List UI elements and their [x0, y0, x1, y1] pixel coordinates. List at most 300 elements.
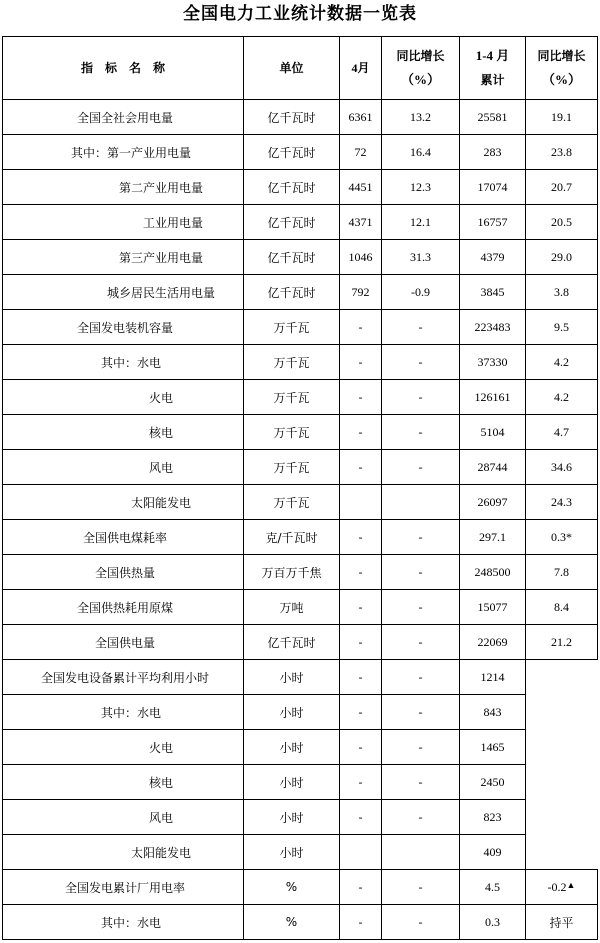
month-yoy-text: - — [418, 459, 423, 474]
indicator-name-text: 太阳能发电 — [130, 845, 191, 860]
cumulative-value-cell — [460, 485, 526, 520]
cumulative-value-text: 37330 — [477, 354, 508, 369]
cumulative-value-text: 0.3 — [485, 914, 500, 929]
month-value-text: 72 — [354, 144, 367, 159]
indicator-name-cell — [3, 520, 244, 555]
month-value-text: - — [358, 704, 363, 719]
unit-text: 万千瓦 — [273, 495, 310, 510]
cumulative-value-cell — [460, 765, 526, 800]
indicator-name-text: 火电 — [148, 740, 173, 755]
cumulative-value-text: 15077 — [477, 599, 508, 614]
unit-text: 万千瓦 — [273, 460, 310, 475]
month-yoy-text: - — [418, 774, 423, 789]
unit-cell — [244, 345, 340, 380]
cumulative-yoy-cell — [526, 590, 598, 625]
cumulative-value-text: 22069 — [477, 634, 508, 649]
indicator-name-cell — [3, 415, 244, 450]
cumulative-value-cell — [460, 415, 526, 450]
cumulative-yoy-text: 8.4 — [554, 599, 569, 614]
table-row — [3, 905, 598, 940]
indicator-name-text: 其中：水电 — [100, 705, 161, 720]
month-value-cell — [340, 835, 382, 870]
unit-text: 万千瓦 — [273, 390, 310, 405]
month-yoy-text: - — [418, 319, 423, 334]
cumulative-value-text: 25581 — [477, 109, 508, 124]
month-value-text: - — [358, 424, 363, 439]
cumulative-yoy-cell — [526, 380, 598, 415]
unit-cell — [244, 660, 340, 695]
cumulative-value-cell — [460, 310, 526, 345]
month-yoy-cell — [382, 870, 460, 905]
cumulative-value-cell — [460, 870, 526, 905]
unit-text: 克/千瓦时 — [265, 530, 318, 545]
indicator-name-text: 其中：第一产业用电量 — [70, 145, 191, 160]
month-value-text: - — [358, 634, 363, 649]
month-yoy-text: - — [418, 879, 423, 894]
indicator-name-cell — [3, 205, 244, 240]
month-yoy-cell — [382, 800, 460, 835]
unit-cell — [244, 275, 340, 310]
unit-text: 小时 — [279, 775, 304, 790]
table-row — [3, 590, 598, 625]
cumulative-value-text: 26097 — [477, 494, 508, 509]
unit-cell — [244, 485, 340, 520]
cumulative-value-cell — [460, 135, 526, 170]
indicator-name-cell — [3, 625, 244, 660]
cumulative-value-cell — [460, 520, 526, 555]
cumulative-yoy-text: 持平 — [549, 915, 574, 930]
month-yoy-cell — [382, 345, 460, 380]
month-yoy-text: 12.3 — [410, 179, 431, 194]
cumulative-yoy-cell — [526, 625, 598, 660]
header-month: 4月 — [340, 37, 382, 100]
month-value-cell — [340, 520, 382, 555]
cumulative-value-text: 5104 — [480, 424, 505, 439]
cumulative-yoy-cell — [526, 485, 598, 520]
indicator-name-text: 全国供电量 — [94, 635, 155, 650]
cumulative-yoy-text: 3.8 — [554, 284, 569, 299]
cumulative-value-cell — [460, 170, 526, 205]
unit-cell — [244, 590, 340, 625]
header-month-yoy-unit: （%） — [400, 72, 440, 87]
unit-text: 亿千瓦时 — [267, 215, 316, 230]
month-yoy-text: 12.1 — [410, 214, 431, 229]
month-value-cell — [340, 800, 382, 835]
indicator-name-text: 全国发电装机容量 — [76, 320, 173, 335]
header-cumulative-yoy-unit: （%） — [541, 72, 581, 87]
month-value-cell — [340, 170, 382, 205]
month-value-text: - — [358, 774, 363, 789]
indicator-name-cell — [3, 590, 244, 625]
unit-text: 小时 — [279, 810, 304, 825]
unit-cell — [244, 765, 340, 800]
table-row — [3, 380, 598, 415]
table-row — [3, 170, 598, 205]
header-indicator-name: 指 标 名 称 — [3, 37, 244, 100]
unit-cell — [244, 905, 340, 940]
cumulative-value-cell — [460, 730, 526, 765]
header-month-yoy — [382, 37, 460, 100]
header-cumulative-yoy — [526, 37, 598, 100]
month-yoy-cell — [382, 730, 460, 765]
cumulative-yoy-text: 0.3* — [551, 529, 572, 544]
month-value-text: - — [358, 914, 363, 929]
cumulative-yoy-cell — [526, 415, 598, 450]
month-yoy-cell — [382, 835, 460, 870]
unit-text: 亿千瓦时 — [267, 180, 316, 195]
indicator-name-text: 其中：水电 — [100, 915, 161, 930]
month-yoy-text: - — [418, 809, 423, 824]
cumulative-value-text: 823 — [483, 809, 502, 824]
month-value-text: - — [358, 879, 363, 894]
table-header — [3, 37, 598, 100]
cumulative-yoy-cell — [526, 520, 598, 555]
unit-text: % — [285, 880, 298, 894]
cumulative-yoy-text: -0.2 — [547, 879, 567, 894]
unit-cell — [244, 835, 340, 870]
month-yoy-cell — [382, 170, 460, 205]
month-value-cell — [340, 100, 382, 135]
table-row — [3, 730, 598, 765]
cumulative-yoy-cell — [526, 135, 598, 170]
unit-text: 小时 — [279, 740, 304, 755]
unit-text: 亿千瓦时 — [267, 145, 316, 160]
unit-text: 亿千瓦时 — [267, 635, 316, 650]
unit-text: 亿千瓦时 — [267, 285, 316, 300]
indicator-name-text: 城乡居民生活用电量 — [106, 285, 215, 300]
indicator-name-cell — [3, 170, 244, 205]
indicator-name-text: 全国供热量 — [94, 565, 155, 580]
table-row — [3, 660, 598, 695]
unit-cell — [244, 415, 340, 450]
month-value-cell — [340, 275, 382, 310]
month-yoy-cell — [382, 625, 460, 660]
month-value-cell — [340, 205, 382, 240]
month-value-cell — [340, 730, 382, 765]
table-row — [3, 835, 598, 870]
cumulative-value-text: 16757 — [477, 214, 508, 229]
unit-cell — [244, 240, 340, 275]
cumulative-value-text: 17074 — [477, 179, 508, 194]
month-value-text: - — [358, 319, 363, 334]
indicator-name-cell — [3, 765, 244, 800]
indicator-name-cell — [3, 380, 244, 415]
cumulative-yoy-text: 4.7 — [554, 424, 569, 439]
unit-cell — [244, 870, 340, 905]
month-value-cell — [340, 870, 382, 905]
month-value-cell — [340, 380, 382, 415]
month-yoy-text: 13.2 — [410, 109, 431, 124]
table-row — [3, 275, 598, 310]
month-yoy-text: -0.9 — [411, 284, 430, 299]
month-value-text: 792 — [351, 284, 370, 299]
indicator-name-text: 核电 — [148, 425, 173, 440]
unit-cell — [244, 520, 340, 555]
unit-cell — [244, 625, 340, 660]
indicator-name-text: 全国发电设备累计平均利用小时 — [40, 670, 209, 685]
cumulative-value-cell — [460, 450, 526, 485]
cumulative-yoy-cell — [526, 170, 598, 205]
indicator-name-text: 风电 — [148, 810, 173, 825]
indicator-name-cell — [3, 555, 244, 590]
cumulative-value-cell — [460, 100, 526, 135]
month-value-cell — [340, 765, 382, 800]
cumulative-yoy-cell — [526, 905, 598, 940]
month-yoy-cell — [382, 590, 460, 625]
month-value-cell — [340, 485, 382, 520]
table-row — [3, 345, 598, 380]
indicator-name-cell — [3, 835, 244, 870]
month-value-cell — [340, 905, 382, 940]
month-value-cell — [340, 135, 382, 170]
cumulative-yoy-text: 20.5 — [551, 214, 572, 229]
month-yoy-text: - — [418, 634, 423, 649]
indicator-name-cell — [3, 695, 244, 730]
unit-cell — [244, 695, 340, 730]
unit-cell — [244, 555, 340, 590]
cumulative-value-text: 843 — [483, 704, 502, 719]
header-unit: 单位 — [244, 37, 340, 100]
month-yoy-cell — [382, 695, 460, 730]
unit-cell — [244, 135, 340, 170]
cumulative-yoy-cell — [526, 555, 598, 590]
cumulative-value-text: 4379 — [480, 249, 505, 264]
month-value-text: - — [358, 669, 363, 684]
month-yoy-cell — [382, 310, 460, 345]
cumulative-value-text: 1465 — [480, 739, 505, 754]
month-yoy-text: - — [418, 739, 423, 754]
indicator-name-text: 全国全社会用电量 — [76, 110, 173, 125]
table-row — [3, 625, 598, 660]
month-value-cell — [340, 345, 382, 380]
month-yoy-cell — [382, 415, 460, 450]
cumulative-yoy-text: 9.5 — [554, 319, 569, 334]
cumulative-yoy-text: 4.2 — [554, 389, 569, 404]
cumulative-value-text: 1214 — [480, 669, 505, 684]
indicator-name-text: 全国发电累计厂用电率 — [64, 880, 185, 895]
cumulative-yoy-cell — [526, 870, 598, 905]
triangle-note-icon: ▲ — [566, 879, 576, 890]
indicator-name-text: 火电 — [148, 390, 173, 405]
unit-text: 亿千瓦时 — [267, 110, 316, 125]
cumulative-yoy-cell — [526, 310, 598, 345]
cumulative-value-text: 223483 — [474, 319, 511, 334]
month-value-cell — [340, 450, 382, 485]
month-value-cell — [340, 660, 382, 695]
month-value-text: 4451 — [348, 179, 373, 194]
cumulative-yoy-text: 19.1 — [551, 109, 572, 124]
month-value-cell — [340, 590, 382, 625]
unit-text: 小时 — [279, 670, 304, 685]
cumulative-value-text: 248500 — [474, 564, 511, 579]
month-value-cell — [340, 310, 382, 345]
cumulative-value-cell — [460, 205, 526, 240]
month-value-cell — [340, 555, 382, 590]
cumulative-value-text: 4.5 — [485, 879, 500, 894]
indicator-name-cell — [3, 870, 244, 905]
month-value-text: - — [358, 354, 363, 369]
cumulative-value-text: 28744 — [477, 459, 508, 474]
month-yoy-cell — [382, 135, 460, 170]
cumulative-yoy-text: 29.0 — [551, 249, 572, 264]
month-yoy-cell — [382, 205, 460, 240]
table-row — [3, 450, 598, 485]
cumulative-value-cell — [460, 380, 526, 415]
unit-text: 亿千瓦时 — [267, 250, 316, 265]
unit-cell — [244, 100, 340, 135]
month-yoy-cell — [382, 555, 460, 590]
month-yoy-text: - — [418, 354, 423, 369]
cumulative-value-cell — [460, 660, 526, 695]
month-yoy-cell — [382, 660, 460, 695]
unit-cell — [244, 310, 340, 345]
table-row — [3, 485, 598, 520]
month-yoy-text: - — [418, 914, 423, 929]
header-month-yoy-label: 同比增长 — [396, 49, 445, 63]
indicator-name-cell — [3, 310, 244, 345]
header-cumulative-yoy-label: 同比增长 — [537, 49, 586, 63]
cumulative-yoy-text: 21.2 — [551, 634, 572, 649]
month-yoy-cell — [382, 905, 460, 940]
cumulative-yoy-cell — [526, 275, 598, 310]
month-value-text: - — [358, 564, 363, 579]
table-row — [3, 240, 598, 275]
cumulative-yoy-cell — [526, 450, 598, 485]
month-yoy-text: - — [418, 564, 423, 579]
indicator-name-cell — [3, 240, 244, 275]
month-value-cell — [340, 625, 382, 660]
table-row — [3, 695, 598, 730]
month-yoy-cell — [382, 520, 460, 555]
unit-text: 万吨 — [279, 600, 304, 615]
unit-text: 万百万千焦 — [261, 565, 322, 580]
cumulative-value-text: 409 — [483, 844, 502, 859]
cumulative-value-cell — [460, 695, 526, 730]
indicator-name-text: 太阳能发电 — [130, 495, 191, 510]
header-cumulative-period: 1-4 月 — [475, 48, 510, 63]
header-cumulative — [460, 37, 526, 100]
cumulative-yoy-cell — [526, 205, 598, 240]
cumulative-value-cell — [460, 905, 526, 940]
month-yoy-cell — [382, 485, 460, 520]
month-yoy-text: - — [418, 704, 423, 719]
month-value-text: - — [358, 599, 363, 614]
cumulative-value-cell — [460, 590, 526, 625]
indicator-name-text: 工业用电量 — [142, 215, 203, 230]
cumulative-value-cell — [460, 345, 526, 380]
indicator-name-cell — [3, 660, 244, 695]
indicator-name-cell — [3, 100, 244, 135]
unit-text: 小时 — [279, 705, 304, 720]
cumulative-value-text: 3845 — [480, 284, 505, 299]
month-value-text: 4371 — [348, 214, 373, 229]
unit-text: 万千瓦 — [273, 320, 310, 335]
table-row — [3, 800, 598, 835]
unit-text: 小时 — [279, 845, 304, 860]
indicator-name-cell — [3, 905, 244, 940]
table-row — [3, 100, 598, 135]
month-yoy-text: - — [418, 424, 423, 439]
cumulative-value-text: 2450 — [480, 774, 505, 789]
unit-cell — [244, 800, 340, 835]
cumulative-value-cell — [460, 835, 526, 870]
table-body — [3, 100, 598, 940]
cumulative-value-cell — [460, 800, 526, 835]
table-row — [3, 870, 598, 905]
month-yoy-cell — [382, 275, 460, 310]
cumulative-yoy-text: 24.3 — [551, 494, 572, 509]
month-value-text: 6361 — [348, 109, 373, 124]
indicator-name-cell — [3, 275, 244, 310]
month-yoy-text: 31.3 — [410, 249, 431, 264]
month-yoy-cell — [382, 765, 460, 800]
indicator-name-text: 全国供电煤耗率 — [82, 530, 167, 545]
table-row — [3, 310, 598, 345]
month-yoy-text: - — [418, 669, 423, 684]
table-row — [3, 135, 598, 170]
unit-cell — [244, 380, 340, 415]
unit-cell — [244, 450, 340, 485]
cumulative-yoy-text: 34.6 — [551, 459, 572, 474]
cumulative-yoy-cell — [526, 100, 598, 135]
cumulative-value-cell — [460, 625, 526, 660]
unit-text: 万千瓦 — [273, 425, 310, 440]
month-value-cell — [340, 240, 382, 275]
table-row — [3, 765, 598, 800]
month-yoy-cell — [382, 240, 460, 275]
month-yoy-cell — [382, 450, 460, 485]
indicator-name-cell — [3, 135, 244, 170]
indicator-name-cell — [3, 345, 244, 380]
cumulative-yoy-text: 7.8 — [554, 564, 569, 579]
unit-text: % — [285, 915, 298, 929]
cumulative-yoy-text: 4.2 — [554, 354, 569, 369]
month-value-cell — [340, 415, 382, 450]
cumulative-yoy-cell — [526, 345, 598, 380]
indicator-name-text: 第二产业用电量 — [118, 180, 203, 195]
table-row — [3, 205, 598, 240]
cumulative-yoy-cell — [526, 240, 598, 275]
month-yoy-text: 16.4 — [410, 144, 431, 159]
month-value-cell — [340, 695, 382, 730]
table-row — [3, 520, 598, 555]
indicator-name-text: 其中：水电 — [100, 355, 161, 370]
indicator-name-text: 风电 — [148, 460, 173, 475]
month-value-text: 1046 — [348, 249, 373, 264]
month-value-text: - — [358, 529, 363, 544]
month-yoy-text: - — [418, 529, 423, 544]
indicator-name-cell — [3, 800, 244, 835]
indicator-name-text: 核电 — [148, 775, 173, 790]
month-yoy-text: - — [418, 389, 423, 404]
unit-cell — [244, 205, 340, 240]
month-value-text: - — [358, 459, 363, 474]
month-yoy-text: - — [418, 599, 423, 614]
month-yoy-cell — [382, 100, 460, 135]
cumulative-value-text: 283 — [483, 144, 502, 159]
month-yoy-cell — [382, 380, 460, 415]
statistics-table — [2, 36, 598, 940]
header-cumulative-label: 累计 — [480, 73, 505, 87]
unit-text: 万千瓦 — [273, 355, 310, 370]
cumulative-value-cell — [460, 240, 526, 275]
cumulative-value-cell — [460, 275, 526, 310]
cumulative-value-text: 126161 — [474, 389, 511, 404]
unit-cell — [244, 730, 340, 765]
indicator-name-cell — [3, 730, 244, 765]
indicator-name-text: 全国供热耗用原煤 — [76, 600, 173, 615]
table-row — [3, 555, 598, 590]
